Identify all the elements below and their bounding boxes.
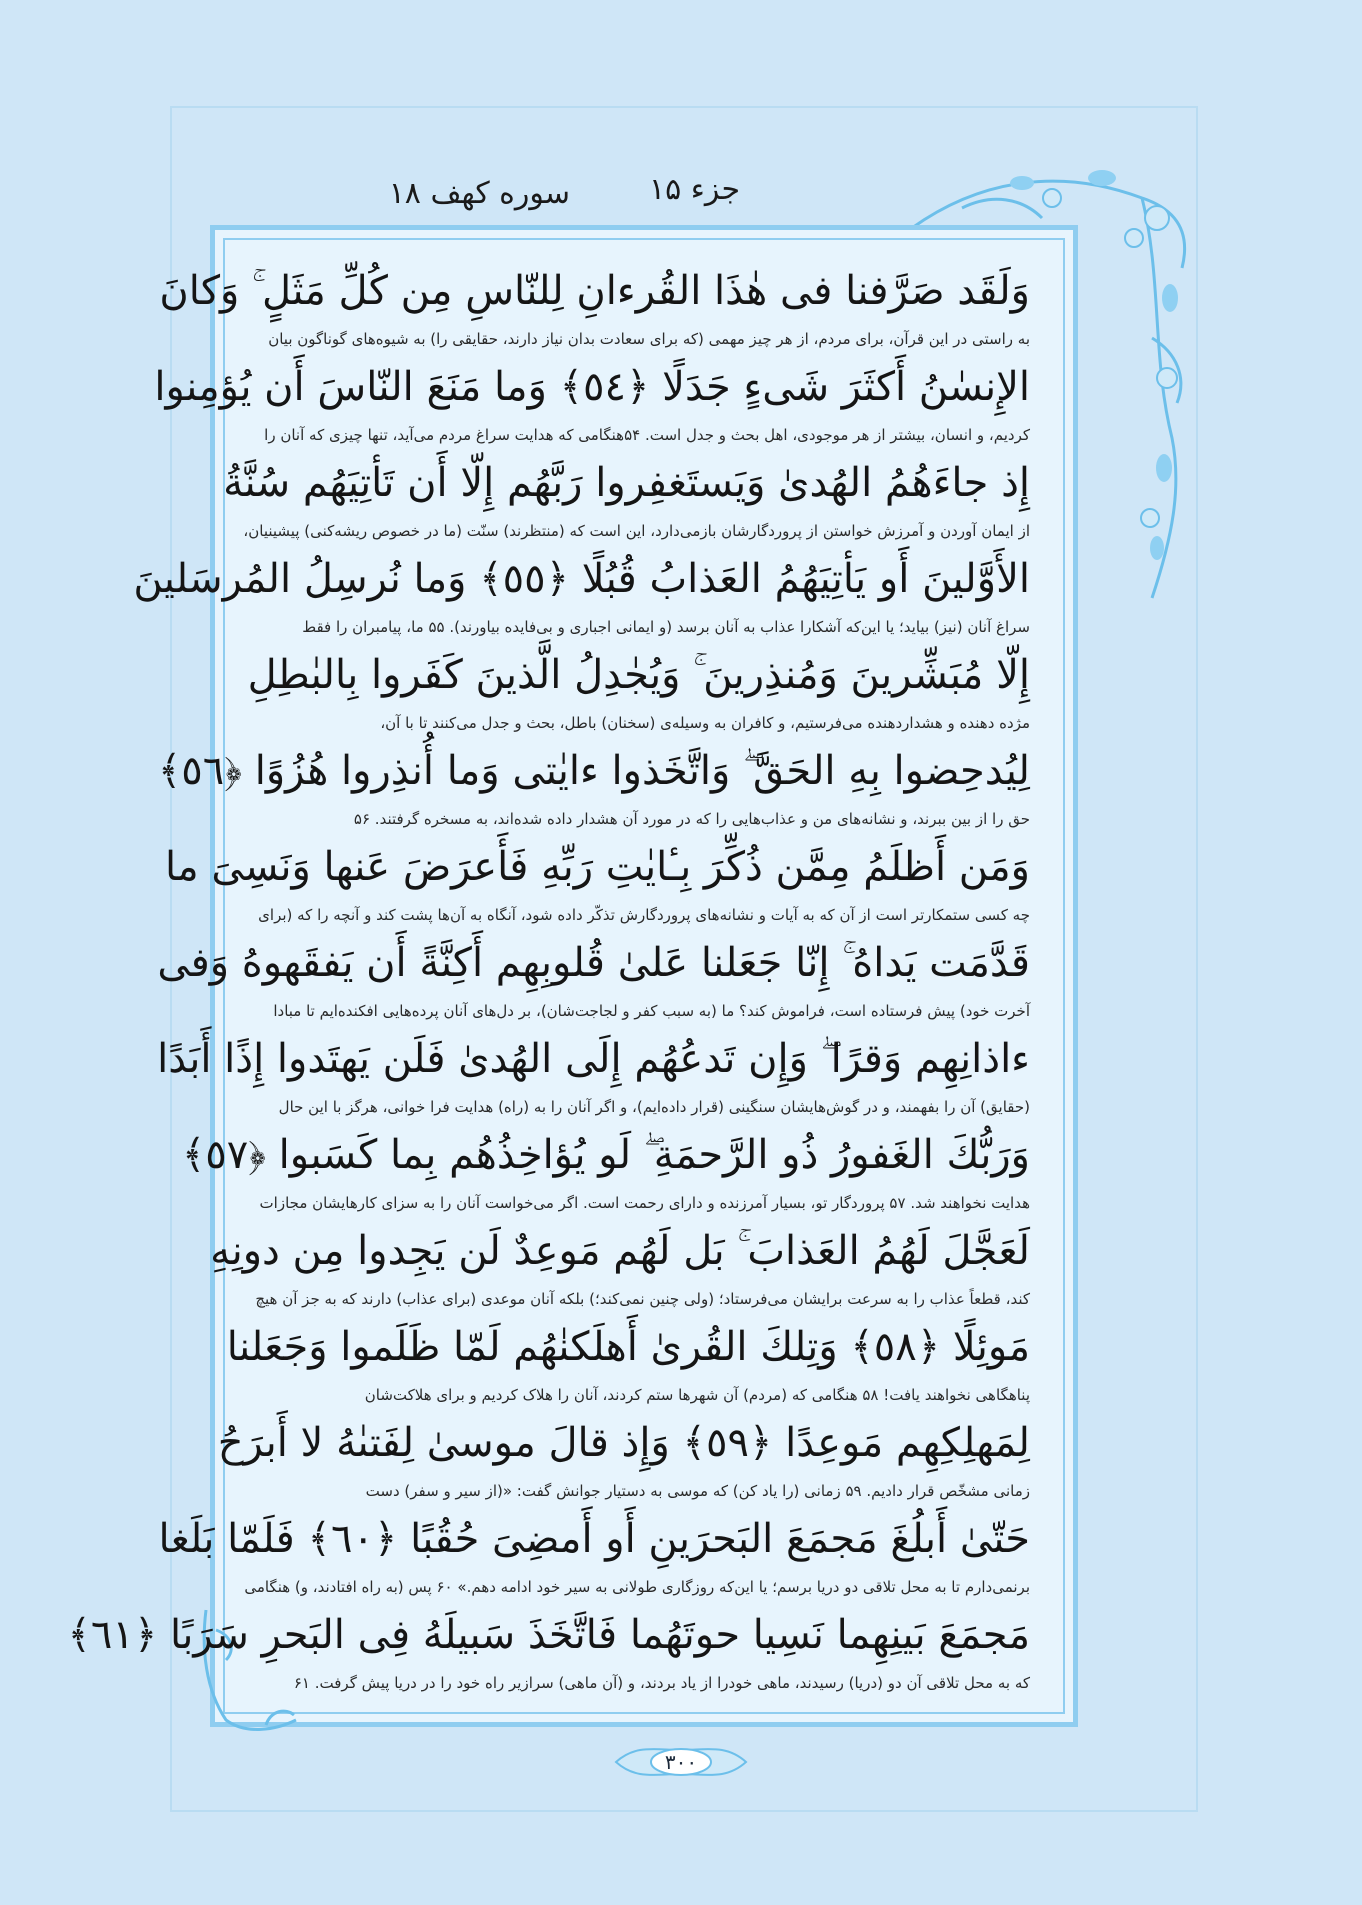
arabic-line: وَرَبُّكَ الغَفورُ ذُو الرَّحمَةِ ۖ لَو يُؤاخِذُهُم بِما كَسَبوا ﴿٥٧﴾ — [181, 1132, 1030, 1178]
translation-line: آخرت خود) پیش فرستاده است، فراموش کند؟ ما (به سبب کفر و لجاجت‌شان)، بر دل‌های آنان پرده‌هایی افکنده‌ایم تا مبادا — [273, 1002, 1030, 1020]
verse-line-3 — [223, 454, 1030, 550]
translation-line: حق را از بین ببرند، و نشانه‌های من و عذاب‌هایی را که در مورد آن هشدار داده شده‌اند، به مسخره گرفتند. ۵۶ — [353, 810, 1030, 828]
arabic-line: قَدَّمَت يَداهُ ۚ إِنّا جَعَلنا عَلىٰ قُلوبِهِم أَكِنَّةً أَن يَفقَهوهُ وَفى — [157, 940, 1030, 986]
verse-line-11 — [210, 1222, 1030, 1318]
arabic-line: ءاذانِهِم وَقرًا ۖ وَإِن تَدعُهُم إِلَى الهُدىٰ فَلَن يَهتَدوا إِذًا أَبَدًا — [157, 1036, 1030, 1082]
arabic-line: الأَوَّلينَ أَو يَأتِيَهُمُ العَذابُ قُبُلًا ﴿٥٥﴾ وَما نُرسِلُ المُرسَلينَ — [133, 556, 1030, 602]
translation-line: کردیم، و انسان، بیشتر از هر موجودی، اهل بحث و جدل است. ۵۴هنگامی که هدایت سراغ مردم می‌آید، تنها چیزی که آنان را — [264, 426, 1030, 444]
arabic-line: مَوئِلًا ﴿٥٨﴾ وَتِلكَ القُرىٰ أَهلَكنٰهُم لَمّا ظَلَموا وَجَعَلنا — [226, 1324, 1030, 1370]
translation-line: هدایت نخواهند شد. ۵۷ پروردگار تو، بسیار آمرزنده و دارای رحمت است. اگر می‌خواست آنان را به سزای کارهایشان مجازات — [259, 1194, 1030, 1212]
verse-line-7 — [165, 838, 1030, 934]
verse-line-12 — [226, 1318, 1030, 1414]
verse-line-15 — [67, 1606, 1030, 1702]
arabic-line: مَجمَعَ بَينِهِما نَسِيا حوتَهُما فَاتَّخَذَ سَبيلَهُ فِى البَحرِ سَرَبًا ﴿٦١﴾ — [67, 1612, 1030, 1658]
arabic-line: وَلَقَد صَرَّفنا فى هٰذَا القُرءانِ لِلنّاسِ مِن كُلِّ مَثَلٍ ۚ وَكانَ — [159, 268, 1030, 314]
translation-line: سراغ آنان (نیز) بیاید؛ یا این‌که آشکارا عذاب به آنان برسد (و ایمانی اجباری و بی‌فایده بیاورند). ۵۵ ما، پیامبران را فقط — [302, 618, 1030, 636]
surah-label: سوره کهف ۱۸ — [388, 176, 570, 211]
arabic-line: لَعَجَّلَ لَهُمُ العَذابَ ۚ بَل لَهُم مَوعِدٌ لَن يَجِدوا مِن دونِهِ — [210, 1228, 1030, 1274]
translation-line: به راستی در این قرآن، برای مردم، از هر چیز مهمی (که برای سعادت بدان نیاز دارند، حقایقی را) به شیوه‌های گوناگون بیان — [268, 330, 1030, 348]
arabic-line: إِذ جاءَهُمُ الهُدىٰ وَيَستَغفِروا رَبَّهُم إِلّا أَن تَأتِيَهُم سُنَّةُ — [223, 460, 1030, 506]
arabic-line: الإِنسٰنُ أَكثَرَ شَىءٍ جَدَلًا ﴿٥٤﴾ وَما مَنَعَ النّاسَ أَن يُؤمِنوا — [154, 364, 1030, 410]
verse-line-6 — [157, 742, 1030, 838]
page-header — [380, 168, 740, 218]
verse-line-1 — [159, 262, 1030, 358]
translation-line: (حقایق) آن را بفهمند، و در گوش‌هایشان سنگینی (قرار داده‌ایم)، و اگر آنان را به (راه) هدایت فرا خوانی، هرگز با این حال — [278, 1098, 1030, 1116]
translation-line: پناهگاهی نخواهند یافت! ۵۸ هنگامی که (مردم) آن شهرها ستم کردند، آنان را هلاک کردیم و برای هلاکت‌شان — [364, 1386, 1030, 1404]
page-number-badge — [606, 1742, 756, 1782]
translation-line: از ایمان آوردن و آمرزش خواستن از پروردگارشان بازمی‌دارد، این است که (منتظرند) سنّت (ما در خصوص ریشه‌کنی) پیشینیان، — [243, 522, 1030, 540]
verse-line-9 — [157, 1030, 1030, 1126]
verse-line-10 — [181, 1126, 1030, 1222]
arabic-line: حَتّىٰ أَبلُغَ مَجمَعَ البَحرَينِ أَو أَمضِىَ حُقُبًا ﴿٦٠﴾ فَلَمّا بَلَغا — [158, 1516, 1030, 1562]
translation-line: چه کسی ستمکارتر است از آن که به آیات و نشانه‌های پروردگارش تذکّر داده شود، آنگاه به آن‌ها پشت کند و آنچه را که (برای — [258, 906, 1030, 924]
verse-line-8 — [157, 934, 1030, 1030]
page-number: ۳۰۰ — [664, 1750, 698, 1774]
verse-line-14 — [158, 1510, 1030, 1606]
verse-line-4 — [133, 550, 1030, 646]
verse-line-2 — [154, 358, 1030, 454]
arabic-line: وَمَن أَظلَمُ مِمَّن ذُكِّرَ بِـٔايٰتِ رَبِّهِ فَأَعرَضَ عَنها وَنَسِىَ ما — [165, 844, 1030, 890]
translation-line: مژده دهنده و هشداردهنده می‌فرستیم، و کافران به وسیله‌ی (سخنان) باطل، بحث و جدل می‌کنند تا با آن، — [380, 714, 1030, 732]
verse-line-5 — [247, 646, 1030, 742]
translation-line: زمانی مشخّص قرار دادیم. ۵۹ زمانی (را یاد کن) که موسی به دستیار جوانش گفت: «(از سیر و سفر) دست — [365, 1482, 1030, 1500]
verse-content — [67, 262, 1030, 1702]
arabic-line: لِيُدحِضوا بِهِ الحَقَّ ۖ وَاتَّخَذوا ءايٰتى وَما أُنذِروا هُزُوًا ﴿٥٦﴾ — [157, 748, 1030, 794]
translation-line: که به محل تلاقی آن دو (دریا) رسیدند، ماهی خودرا از یاد بردند، و (آن ماهی) سرازیر راه خود را در دریا پیش گرفت. ۶۱ — [293, 1674, 1030, 1692]
juz-label: جزء ۱۵ — [649, 172, 740, 207]
arabic-line: لِمَهلِكِهِم مَوعِدًا ﴿٥٩﴾ وَإِذ قالَ موسىٰ لِفَتىٰهُ لا أَبرَحُ — [217, 1420, 1030, 1466]
verse-line-13 — [217, 1414, 1030, 1510]
translation-line: برنمی‌دارم تا به محل تلاقی دو دریا برسم؛ یا این‌که روزگاری طولانی به سیر خود ادامه دهم.» ۶۰ پس (به راه افتادند، و) هنگامی — [244, 1578, 1030, 1596]
arabic-line: إِلّا مُبَشِّرينَ وَمُنذِرينَ ۚ وَيُجٰدِلُ الَّذينَ كَفَروا بِالبٰطِلِ — [247, 652, 1030, 698]
translation-line: کند، قطعاً عذاب را به سرعت برایشان می‌فرستاد؛ (ولی چنین نمی‌کند؛) بلکه آنان موعدی (برای عذاب) دارند که به جز آن هیچ — [255, 1290, 1030, 1308]
